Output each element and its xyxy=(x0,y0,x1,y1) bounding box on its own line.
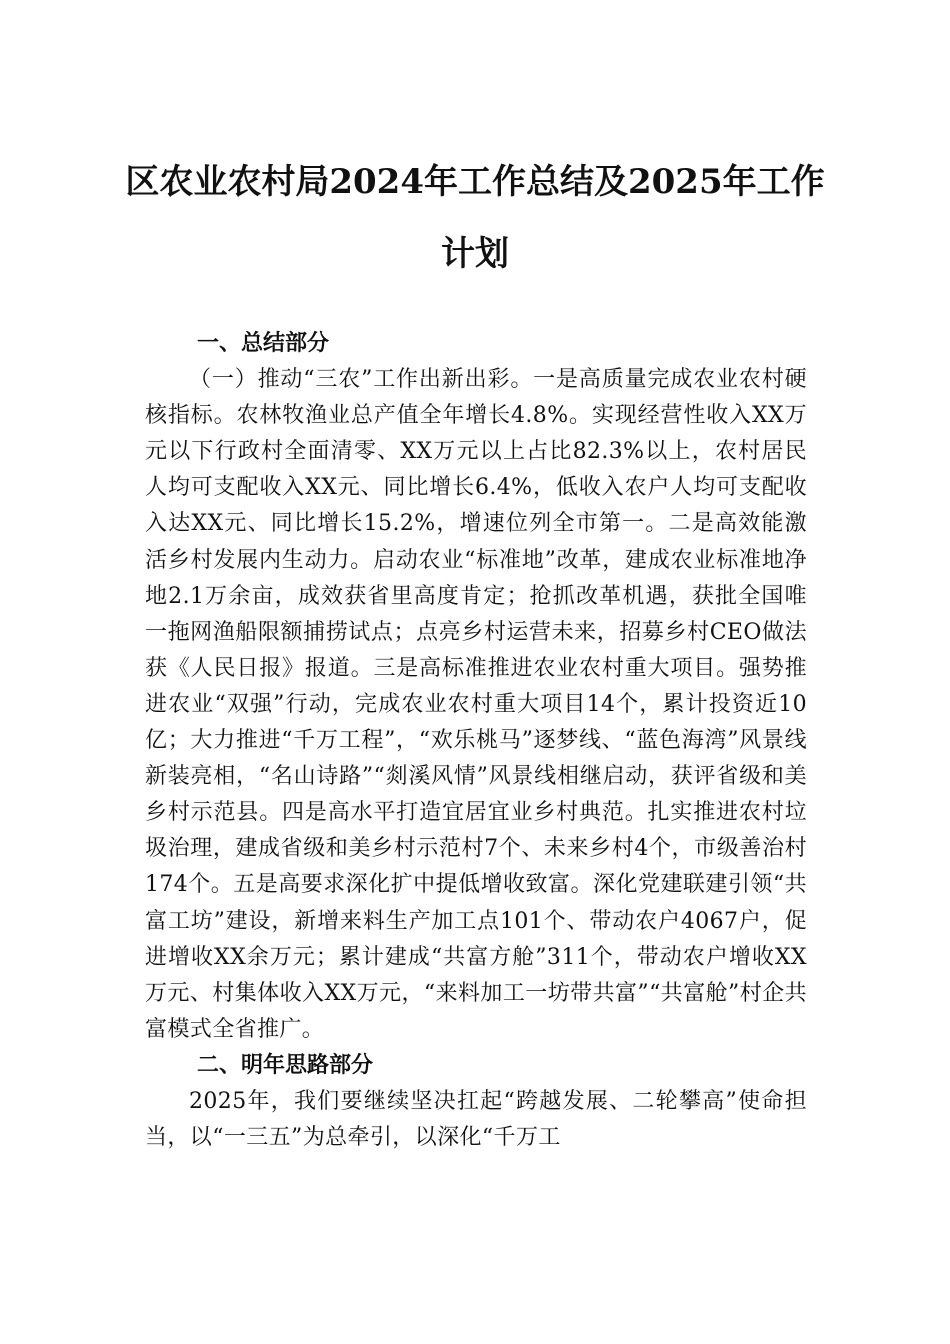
document-title: 区农业农村局2024年工作总结及2025年工作计划 xyxy=(125,162,825,274)
summary-paragraph: （一）推动“三农”工作出新出彩。一是高质量完成农业农村硬核指标。农林牧渔业总产值全年增长4.8%。实现经营性收入XX万元以下行政村全面清零、XX万元以上占比82.3%以上，农村居民人均可支配收入XX元、同比增长6.4%，低收入农户人均可支配收入达XX元、同比增长15.2%，增速位列全市第一。二是高效能激活乡村发展内生动力。启动农业“标准地”改革，建成农业标准地净地2.1万余亩，成效获省里高度肯定；抢抓改革机遇，获批全国唯一拖网渔船限额捕捞试点；点亮乡村运营未来，招募乡村CEO做法获《人民日报》报道。三是高标准推进农业农村重大项目。强势推进农业“双强”行动，完成农业农村重大项目14个，累计投资近10亿；大力推进“千万工程”，“欢乐桃马”逐梦线、“蓝色海湾”风景线新装亮相，“名山诗路”“剡溪风情”风景线相继启动，获评省级和美乡村示范县。四是高水平打造宜居宜业乡村典范。扎实推进农村垃圾治理，建成省级和美乡村示范村7个、未来乡村4个，市级善治村174个。五是高要求深化扩中提低增收致富。深化党建联建引领“共富工坊”建设，新增来料生产加工点101个、带动农户4067户，促进增收XX余万元；累计建成“共富方舱”311个，带动农户增收XX万元、村集体收入XX万元，“来料加工一坊带共富”“共富舱”村企共富模式全省推广。 xyxy=(145,367,807,1042)
document-body xyxy=(145,326,807,1156)
plan-paragraph: 2025年，我们要继续坚决扛起“跨越发展、二轮攀高”使命担当，以“一三五”为总牵引，以深化“千万工 xyxy=(145,1088,807,1151)
section-heading-summary: 一、总结部分 xyxy=(197,331,330,356)
section-heading-plan: 二、明年思路部分 xyxy=(197,1052,374,1078)
